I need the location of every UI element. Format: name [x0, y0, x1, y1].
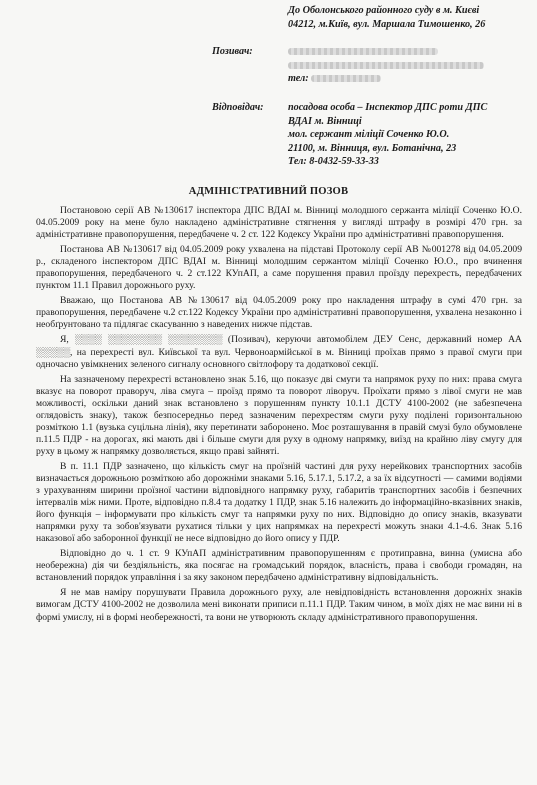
defendant-line: ВДАІ м. Вінниці [288, 115, 362, 127]
redaction-mark [288, 48, 438, 55]
plaintiff-phone-label: тел: [288, 73, 309, 85]
defendant-line: посадова особа – Інспектор ДПС роти ДПС [288, 102, 488, 113]
document-title: АДМІНІСТРАТИВНИЙ ПОЗОВ [188, 186, 349, 197]
paragraph: Я, ░░░░ ░░░░░░░░ ░░░░░░░░ (Позивач), керуючи автомобілем ДЕУ Сенс, державний номер АА ░░░░░, на перехресті вул. Київської та вул. Червоноармійської в м. Вінниці проїхав прямо з правої смуги при одночасно увімкнених зеленого сигналу основного світлофору та додаткової секції. [36, 334, 522, 370]
paragraph: Я не мав наміру порушувати Правила дорожнього руху, але невідповідність встановлення дорожніх знаків вимогам ДСТУ 4100-2002 не дозволила мені виконати приписи п.11.1 ПДР. Таким чином, в моїх діях не має вини ні в формі умислу, ні в формі необережності, та вони не утворюють складу адміністративного правопорушення. [36, 587, 522, 623]
defendant-details [288, 101, 534, 169]
document-body [36, 205, 522, 624]
redaction-mark [311, 75, 381, 82]
court-address-line: 04212, м.Київ, вул. Маршала Тимошенко, 26 [288, 18, 486, 30]
defendant-line: мол. сержант міліції Соченко Ю.О. [288, 129, 450, 141]
court-address [288, 4, 534, 31]
court-name: До Оболонського районного суду в м. Києві [288, 5, 480, 16]
redaction-mark [288, 62, 484, 69]
defendant-line: 21100, м. Вінниця, вул. Ботанічна, 23 [288, 142, 457, 154]
paragraph: Постанова АВ №130617 від 04.05.2009 року ухвалена на підставі Протоколу серії АВ №001278 від 04.05.2009 р., складеного інспектором ДПС ВДАІ м. Вінниці молодшим сержантом міліції Соченко Ю.О., про вчинення правопорушення, передбаченого ч. 2 ст.122 КУпАП, а саме порушення правил проїзду перехресть, передбачених пунктом 11.1 Правил дорожнього руху. [36, 244, 522, 292]
defendant-label: Відповідач: [212, 102, 264, 113]
paragraph: На зазначеному перехресті встановлено знак 5.16, що показує дві смуги та напрямок руху по них: права смуга вказує на поворот праворуч, ліва смуга – проїзд прямо та поворот ліворуч. Проїхати прямо з лівої смуги не мав можливості, оскільки даний знак встановлено з порушенням пункту 10.1.1 ДСТУ 4100-2002 (не забезпечена оглядовість знаку), також безпосередньо перед зазначеним перехрестям смуги руху поділені горизонтальною розміткою 1.1 (вузька суцільна лінія), яку перетинати заборонено. Моє розташування в правій смузі було обумовлене п.11.5 ПДР - на дорогах, які мають дві і більше смуги для руху в одному напрямку, виїзд на крайню ліву смугу для руху в цьому ж напрямку дозволяється, якщо праві зайняті. [36, 373, 522, 457]
plaintiff-phone [288, 72, 534, 86]
plaintiff-label: Позивач: [212, 46, 253, 57]
paragraph: Відповідно до ч. 1 ст. 9 КУпАП адміністративним правопорушенням є протиправна, винна (умисна або необережна) дія чи бездіяльність, яка посягає на громадський порядок, власність, права і свободи громадян, на встановлений порядок управління і за яку законом передбачено адміністративну відповідальність. [36, 548, 522, 584]
plaintiff-name-redacted [288, 45, 534, 59]
paragraph: Постановою серії АВ №130617 інспектора ДПС ВДАІ м. Вінниці молодшого сержанта міліції Соченко Ю.О. 04.05.2009 року на мене було накладено адміністративне стягнення у вигляді штрафу в розмірі 470 грн. за адміністративне правопорушення, передбачене ч. 2 ст. 122 Кодексу України про адміністративні правопорушення. [36, 205, 522, 241]
defendant-phone: Тел: 8-0432-59-33-33 [288, 156, 379, 168]
plaintiff-address-redacted [288, 59, 534, 73]
plaintiff-details [288, 45, 534, 86]
paragraph: В п. 11.1 ПДР зазначено, що кількість смуг на проїзній частині для руху нерейкових транспортних засобів визначається дорожньою розміткою або дорожніми знаками 5.16, 5.17.1, 5.17.2, а за їх відсутності — самими водіями з урахуванням ширини проїзної частини відповідного напрямку руху, габаритів транспортних засобів і безпечних інтервалів між ними. Проте, відповідно п.8.4 та додатку 1 ПДР, знак 5.16 належить до інформаційно-вказівних знаків, його функція – інформувати про кількість смуг та напрямки руху по них. Відповідно до опису знаків, вказувати напрямки руху та зобов'язувати рухатися тільки у цих напрямках на перехресті можуть знаки 4.1-4.6. Знак 5.16 наказової або заборонної функції не несе відповідно до його опису у ПДР. [36, 460, 522, 545]
paragraph: Вважаю, що Постанова АВ №130617 від 04.05.2009 року про накладення штрафу в сумі 470 грн. за правопорушення, передбачене ч.2 ст.122 Кодексу України про адміністративні правопорушення, ухвалена незаконно і необґрунтовано та підлягає скасуванню з наведених нижче підстав. [36, 295, 522, 331]
